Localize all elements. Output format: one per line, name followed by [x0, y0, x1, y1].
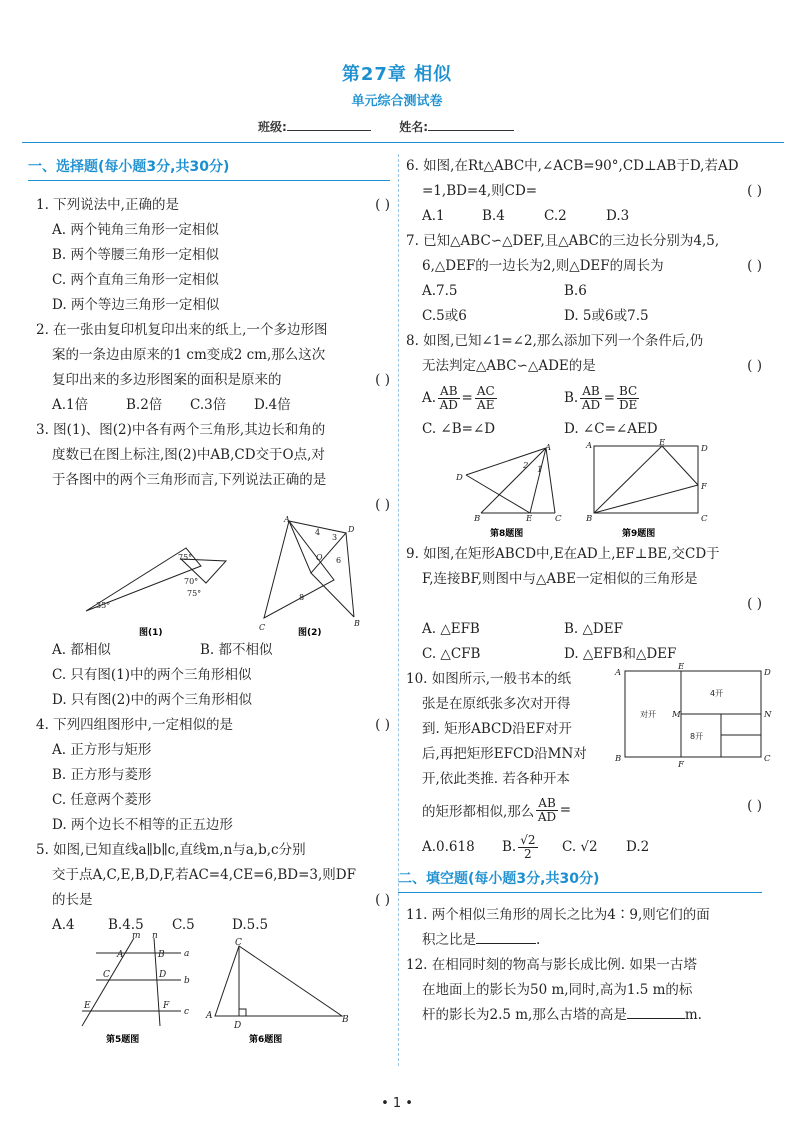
q3-option-c: C. 只有图(1)中的两个三角形相似 — [52, 667, 252, 683]
q9-option-a: A. △EFB — [422, 621, 480, 637]
fig2-label-4: 4 — [315, 528, 321, 537]
question-2 — [36, 318, 390, 418]
q8-b-prefix: B. — [564, 390, 579, 406]
numerator: AC — [476, 383, 495, 398]
q2-option-a: A.1倍 — [52, 397, 89, 413]
q10-line-6 — [406, 792, 762, 828]
q3-option-a: A. 都相似 — [52, 642, 111, 658]
fig2-label-b: B — [354, 619, 360, 628]
fig5-label-b: b — [184, 976, 190, 986]
q4-option-c: C. 任意两个菱形 — [52, 792, 152, 808]
q8-option-c: C. ∠B=∠D — [422, 421, 496, 437]
q6-option-b: B.4 — [482, 208, 505, 224]
class-label: 班级: — [258, 120, 287, 134]
q1-option-c: C. 两个直角三角形一定相似 — [52, 272, 219, 288]
section-fill-heading: 二、填空题(每小题3分,共30分) — [398, 866, 762, 893]
fig5-label-c-pt: C — [103, 970, 110, 980]
q10-b-frac — [518, 834, 537, 861]
answer-paren[interactable]: ( ) — [375, 497, 390, 513]
question-4 — [36, 713, 390, 838]
question-12 — [406, 953, 762, 1028]
q2-line-1: 2. 在一张由复印机复印出来的纸上,一个多边形图 — [36, 322, 328, 338]
fig9-line-bf — [594, 485, 698, 513]
fig6-caption: 第6题图 — [249, 1035, 283, 1045]
denominator: AD — [537, 809, 557, 824]
fig5-label-d-pt: D — [159, 970, 167, 980]
q6-option-a: A.1 — [422, 208, 445, 224]
page-subtitle: 单元综合测试卷 — [351, 94, 443, 109]
q10-option-a: A.0.618 — [422, 839, 475, 855]
q5-line-1: 5. 如图,已知直线a∥b∥c,直线m,n与a,b,c分别 — [36, 842, 306, 858]
numerator: √2 — [520, 832, 536, 847]
q10-option-b — [502, 834, 562, 861]
q11-line-2-text: 积之比是 — [422, 932, 476, 948]
answer-paren[interactable]: ( ) — [375, 892, 390, 908]
q12-answer-blank[interactable] — [627, 1005, 685, 1019]
q8-b-frac-2 — [617, 385, 639, 412]
answer-paren[interactable]: ( ) — [375, 372, 390, 388]
q11-answer-blank[interactable] — [476, 930, 536, 944]
q10-line-1: 10. 如图所示,一般书本的纸 — [406, 671, 572, 687]
section-choice-heading: 一、选择题(每小题3分,共30分) — [28, 154, 390, 181]
q3-figures — [36, 515, 390, 638]
fig9-caption: 第9题图 — [622, 529, 656, 539]
fig9-rectangle — [594, 446, 698, 513]
q2-line-2: 案的一条边由原来的1 cm变成2 cm,那么这次 — [52, 347, 326, 363]
fig10-label-a: A — [615, 668, 622, 678]
question-3 — [36, 418, 390, 713]
fig5-label-b-pt: B — [158, 950, 165, 960]
q8-line-2: 无法判定△ABC∽△ADE的是 — [422, 358, 596, 374]
q1-option-d: D. 两个等边三角形一定相似 — [52, 297, 220, 313]
q5-option-c: C.5 — [172, 917, 195, 933]
student-info — [258, 118, 514, 135]
denominator: DE — [618, 397, 638, 412]
denominator: AD — [581, 397, 601, 412]
q12-line-2: 在地面上的影长为50 m,同时,高为1.5 m的标 — [422, 982, 693, 998]
fig2-label-6: 6 — [336, 556, 342, 565]
q7-option-d: D. 5或6或7.5 — [564, 308, 649, 324]
q8-q9-figures — [406, 438, 762, 542]
q8-option-b — [564, 385, 641, 412]
fig2-label-d: D — [348, 525, 355, 534]
answer-paren[interactable]: ( ) — [375, 717, 390, 733]
question-11 — [406, 903, 762, 953]
fig8-label-1: 1 — [537, 465, 543, 475]
q10-options — [406, 828, 762, 866]
q10-line-4: 后,再把矩形EFCD沿MN对 — [422, 746, 587, 762]
q8-a-frac-2 — [475, 385, 497, 412]
fig8-line-de — [466, 475, 530, 513]
fig8-label-a: A — [545, 443, 552, 453]
question-5 — [36, 838, 390, 1048]
q6-line-2: =1,BD=4,则CD= — [422, 183, 538, 199]
denominator: 2 — [524, 846, 532, 861]
fig9-label-e: E — [659, 438, 666, 448]
q8-option-a — [422, 385, 564, 412]
denominator: AD — [439, 397, 458, 412]
fig8-line-ae — [530, 448, 546, 513]
fig2-label-8: 8 — [299, 593, 305, 602]
q3-line-2: 度数已在图上标注,图(2)中AB,CD交于O点,对 — [52, 447, 325, 463]
question-10 — [406, 662, 772, 866]
fig10-label-open: 对开 — [640, 710, 656, 719]
column-divider — [398, 154, 399, 1066]
q2-option-b: B.2倍 — [126, 397, 163, 413]
q8-b-frac-1 — [580, 385, 601, 412]
page-number: • 1 • — [381, 1096, 413, 1111]
q5-q6-figures — [36, 931, 390, 1048]
fig5-label-f-pt: F — [163, 1001, 170, 1011]
fig5-caption: 第5题图 — [106, 1035, 140, 1045]
q7-option-a: A.7.5 — [422, 283, 458, 299]
q7-line-1: 7. 已知△ABC∽△DEF,且△ABC的三边长分别为4,5, — [406, 233, 720, 249]
numerator: AB — [582, 383, 600, 398]
q2-option-c: C.3倍 — [190, 397, 227, 413]
q6-option-c: C.2 — [544, 208, 567, 224]
answer-paren[interactable]: ( ) — [747, 183, 762, 199]
q10-line-6-text: 的矩形都相似,那么 — [422, 804, 535, 820]
fig5-line-m — [82, 938, 134, 1026]
answer-paren[interactable]: ( ) — [747, 358, 762, 374]
page-title: 第27章 相似 — [341, 64, 453, 85]
fig5-label-a: a — [184, 949, 190, 959]
q4-option-d: D. 两个边长不相等的正五边形 — [52, 817, 233, 833]
fig6-label-a: A — [206, 1011, 213, 1021]
answer-paren[interactable]: ( ) — [747, 258, 762, 274]
fig8-label-e: E — [526, 514, 533, 524]
q4-option-a: A. 正方形与矩形 — [52, 742, 152, 758]
fig8-line-da — [466, 448, 546, 475]
question-7 — [406, 229, 762, 329]
q8-q9-figure-svg — [406, 438, 762, 542]
question-8 — [406, 329, 762, 542]
q9-line-2: F,连接BF,则图中与△ABE一定相似的三角形是 — [422, 571, 698, 587]
q4-option-b: B. 正方形与菱形 — [52, 767, 152, 783]
q6-option-d: D.3 — [606, 208, 630, 224]
fig2-line-db — [346, 533, 354, 617]
q9-option-d: D. △EFB和△DEF — [564, 646, 677, 662]
fig9-label-b: B — [586, 514, 593, 524]
q8-options-ab — [406, 379, 762, 417]
equals: = — [603, 390, 616, 406]
q1-option-a: A. 两个钝角三角形一定相似 — [52, 222, 219, 238]
fig8-label-d: D — [456, 473, 463, 483]
q12-line-3-text: 杆的影长为2.5 m,那么古塔的高是 — [422, 1007, 627, 1023]
fig9-label-d: D — [701, 444, 708, 454]
q8-option-d: D. ∠C=∠AED — [564, 421, 658, 437]
numerator: BC — [619, 383, 638, 398]
question-6 — [406, 154, 762, 229]
fig10-label-f: F — [678, 760, 684, 770]
fig1-angle-70: 70° — [184, 577, 199, 586]
fig9-label-a: A — [586, 441, 593, 451]
q12-unit: m. — [684, 1007, 702, 1023]
q5-line-2: 交于点A,C,E,B,D,F,若AC=4,CE=6,BD=3,则DF — [52, 867, 357, 883]
name-label: 姓名: — [399, 120, 428, 134]
right-column — [398, 154, 772, 1028]
q10-fraction — [536, 797, 557, 824]
q12-line-1: 12. 在相同时刻的物高与影长成比例. 如果一古塔 — [406, 957, 697, 973]
fig2-label-c: C — [259, 623, 266, 632]
fig6-triangle — [215, 946, 342, 1016]
q2-option-d: D.4倍 — [254, 397, 291, 413]
answer-paren[interactable]: ( ) — [375, 197, 390, 213]
fig10-label-8: 8开 — [690, 732, 704, 741]
fig8-label-c: C — [555, 514, 562, 524]
fig1-angle-75b: 75° — [187, 589, 202, 598]
q2-line-3: 复印出来的多边形图案的面积是原来的 — [52, 372, 282, 388]
fig8-line-ac — [546, 448, 555, 513]
q11-line-1: 11. 两个相似三角形的周长之比为4∶9,则它们的面 — [406, 907, 710, 923]
q10-option-d: D.2 — [626, 839, 650, 855]
q10-b-prefix: B. — [502, 839, 517, 855]
q3-line-1: 3. 图(1)、图(2)中各有两个三角形,其边长和角的 — [36, 422, 326, 438]
q7-option-c: C.5或6 — [422, 308, 467, 324]
fig8-label-2: 2 — [523, 461, 529, 471]
q3-option-b: B. 都不相似 — [200, 642, 273, 658]
q9-line-1: 9. 如图,在矩形ABCD中,E在AD上,EF⊥BE,交CD于 — [406, 546, 720, 562]
fig10-label-4: 4开 — [710, 689, 724, 698]
numerator: AB — [538, 795, 556, 810]
equals: = — [461, 390, 473, 406]
left-column — [28, 154, 390, 1048]
fig6-label-b: B — [342, 1015, 349, 1025]
fig8-label-b: B — [474, 514, 481, 524]
q10-line-3: 到. 矩形ABCD沿EF对开 — [422, 721, 572, 737]
q11-period: . — [536, 932, 541, 948]
q4-stem: 4. 下列四组图形中,一定相似的是 — [36, 717, 233, 733]
fig1-angle-35: 35° — [96, 601, 111, 610]
q5-line-3: 的长是 — [52, 892, 93, 908]
answer-paren[interactable]: ( ) — [747, 798, 762, 814]
numerator: AB — [440, 383, 458, 398]
q5-option-d: D.5.5 — [232, 917, 269, 933]
question-1 — [36, 193, 390, 318]
q7-line-2: 6,△DEF的一边长为2,则△DEF的周长为 — [422, 258, 664, 274]
fig5-label-n: n — [152, 931, 158, 941]
class-blank[interactable] — [287, 118, 371, 131]
q5-option-b: B.4.5 — [108, 917, 144, 933]
fig10-label-n: N — [764, 710, 772, 720]
q3-option-d: D. 只有图(2)中的两个三角形相似 — [52, 692, 253, 708]
q5-q6-figure-svg — [36, 931, 390, 1048]
answer-paren[interactable]: ( ) — [747, 596, 762, 612]
fig2-line-ob — [311, 573, 354, 617]
fig5-label-e-pt: E — [84, 1001, 91, 1011]
fig2-label-a: A — [284, 515, 290, 524]
fig6-label-c: C — [235, 938, 242, 948]
fig2-caption: 图(2) — [298, 628, 322, 638]
fig10-label-m: M — [672, 710, 681, 720]
denominator: AE — [477, 397, 495, 412]
fig10-label-d: D — [764, 668, 771, 678]
q3-figure-svg — [36, 515, 390, 638]
q5-option-a: A.4 — [52, 917, 75, 933]
fig6-right-angle — [239, 1009, 246, 1016]
q9-option-c: C. △CFB — [422, 646, 481, 662]
q1-stem: 1. 下列说法中,正确的是 — [36, 197, 179, 213]
q1-option-b: B. 两个等腰三角形一定相似 — [52, 247, 220, 263]
q10-line-5: 开,依此类推. 若各种开本 — [422, 771, 570, 787]
name-blank[interactable] — [428, 118, 514, 131]
q10-figure — [610, 662, 772, 770]
fig9-line-be — [594, 446, 662, 513]
q10-line-2: 张是在原纸张多次对开得 — [422, 696, 571, 712]
q8-a-prefix: A. — [422, 390, 437, 406]
fig2-triangle-aoc — [264, 521, 334, 618]
fig2-label-3: 3 — [332, 533, 338, 542]
q8-line-1: 8. 如图,已知∠1=∠2,那么添加下列一个条件后,仍 — [406, 333, 704, 349]
fig10-label-e: E — [678, 662, 685, 672]
header-divider — [22, 142, 784, 143]
q3-line-3: 于各图中的两个三角形而言,下列说法正确的是 — [52, 472, 327, 488]
q7-option-b: B.6 — [564, 283, 587, 299]
fig5-label-a-pt: A — [117, 950, 124, 960]
fig8-caption: 第8题图 — [490, 529, 524, 539]
fig9-line-ef — [662, 446, 698, 485]
fig10-label-b: B — [615, 754, 622, 764]
fig10-label-c: C — [764, 754, 771, 764]
fig5-label-m: m — [132, 931, 141, 941]
fig1-caption: 图(1) — [139, 628, 163, 638]
question-9 — [406, 542, 762, 667]
fig5-label-c: c — [184, 1007, 190, 1017]
q9-option-b: B. △DEF — [564, 621, 623, 637]
fig6-label-d: D — [234, 1021, 242, 1031]
q8-a-frac-1 — [438, 385, 459, 412]
fig1-angle-75: 75° — [178, 553, 193, 562]
fig9-label-f: F — [701, 482, 707, 492]
fig9-label-c: C — [701, 514, 708, 524]
equals: = — [559, 802, 572, 818]
fig2-label-o: O — [316, 553, 323, 562]
q10-option-c: C. √2 — [562, 839, 598, 855]
q6-line-1: 6. 如图,在Rt△ABC中,∠ACB=90°,CD⊥AB于D,若AD — [406, 158, 739, 174]
